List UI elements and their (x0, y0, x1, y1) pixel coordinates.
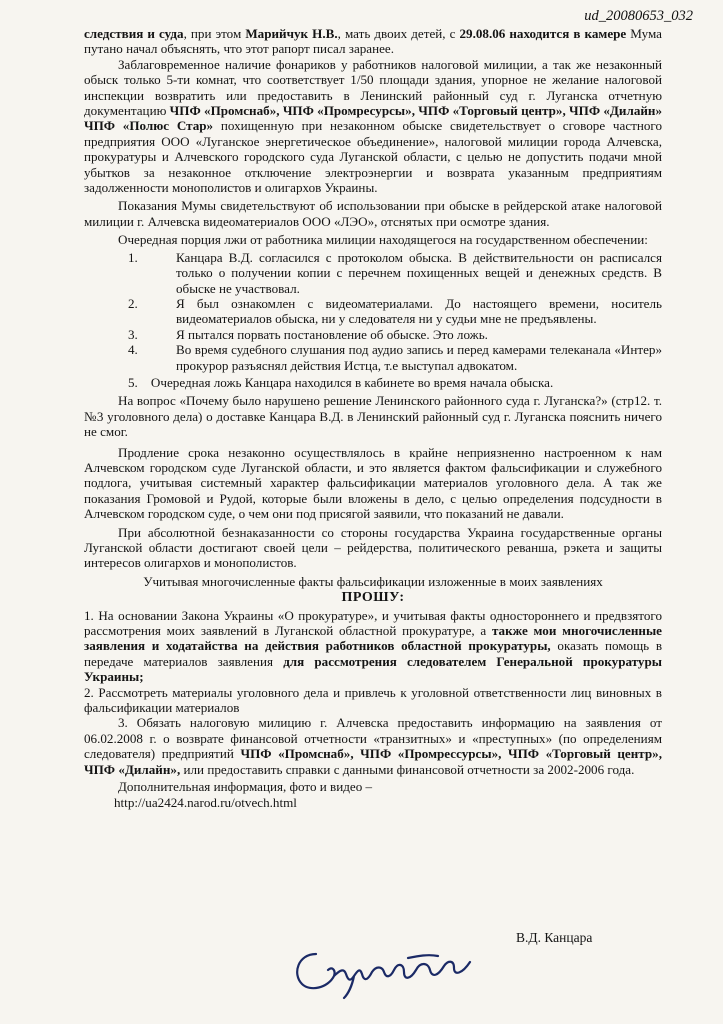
paragraph-2 (84, 57, 662, 196)
paragraph-5: На вопрос «Почему было нарушено решение Ленинского районного суда г. Луганска?» (стр12. т.№3 уголовного дела) о доставке Канцара В.Д. в Ленинский районный суд г. Луганска пояснить ничего не смог. (84, 393, 662, 440)
extra-info: Дополнительная информация, фото и видео – (118, 779, 373, 795)
list-item (84, 296, 662, 327)
p1-bold-5: 29.08.06 находится в камере (459, 26, 627, 41)
document-body (84, 26, 662, 810)
list-text: Я был ознакомлен с видеоматериалами. До настоящего времени, носитель видеоматериалов обыска, ни у следователя ни у судьи мне не предъявлены. (176, 295, 662, 327)
p2-text-1: Заблаговременное наличие фонариков у работников налоговой милиции, а так же незаконный обыск только 5-ти комнат, что соответствует 1/50 площади здания, упорное не желание налоговой инспекции возвратить или предоставить в Ленинский районный суд г. Луганска отчетную документацию (84, 56, 662, 119)
paragraph-7: При абсолютной безнаказанности со стороны государства Украина государственные органы Луганской области достигают своей цели – рейдерства, политического реванша, рэкета и защиты интересов олигархов и монополистов. (84, 524, 662, 571)
list-item (84, 250, 662, 296)
p1-text-6: Мума путано начал объяснять, что этот рапорт писал заранее. (84, 26, 662, 57)
document-id: ud_20080653_032 (584, 8, 693, 24)
p1-bold-3: Марийчук Н.В. (245, 26, 338, 41)
r1-text-1: 1. На основании Закона Украины «О прокуратуре», и учитывая факты одностороннего и предвзятого рассмотрения моих заявлений в Луганской областной прокуратуре, а (84, 607, 662, 639)
list-item-5 (84, 375, 662, 390)
list-text: Я пытался порвать постановление об обыске. Это ложь. (176, 326, 488, 342)
r3-bold-2: ЧПФ «Промснаб», ЧПФ «Промрессурсы», ЧПФ «Торговый центр», ЧПФ «Дилайн», (84, 746, 662, 777)
paragraph-1 (84, 26, 662, 57)
r1-bold-4: для рассмотрения следователем Генеральной прокуратуры Украины; (84, 653, 662, 685)
request-3 (84, 715, 662, 777)
r1-bold-2: также мои многочисленные заявления и ходатайства на действия работников областной прокуратуры, (84, 623, 662, 654)
p1-bold-1: следствия и суда (84, 26, 184, 41)
list-number: 2. (128, 295, 138, 311)
p2-bold-2: ЧПФ «Промснаб», ЧПФ «Промресурсы», ЧПФ «Торговый центр», ЧПФ «Дилайн» ЧПФ «Полюс Стар» (84, 103, 662, 134)
false-claims-list (84, 250, 662, 373)
list-number: 1. (128, 249, 138, 265)
r3-text-1: 3. Обязать налоговую милицию г. Алчевска предоставить информацию на заявления от 06.02.2008 г. о возврате финансовой отчетности «транзитных» и «преступных» (по определениям следователя) предприятий (84, 715, 662, 762)
paragraph-6: Продление срока незаконно осуществлялось в крайне неприязненно настроенном к нам Алчевском городском суде Луганской области, и это является фактом фальсификации и служебного подлога, учитывая системный характер фальсификации материалов уголовного дела. А так же показания Громовой и Рудой, которые были вложены в дело, с целью определения подсудности в Алчевском городском суде, о чем они под присягой заявили, что показаний не давали. (84, 444, 662, 522)
paragraph-3: Показания Мумы свидетельствуют об использовании при обыске в рейдерской атаке налоговой милиции г. Алчевска видеоматериалов ООО «ЛЭО», отснятых при осмотре здания. (84, 198, 662, 229)
info-link[interactable]: http://ua2424.narod.ru/otvech.html (114, 794, 297, 810)
r1-text-3: оказать помощь в передаче материалов заявления (84, 638, 663, 669)
request-1 (84, 608, 662, 685)
p1-text-4: , мать двоих детей, с (337, 26, 460, 41)
handwritten-signature-icon (288, 940, 498, 1000)
list-text: Канцара В.Д. согласился с протоколом обыска. В действительности он расписался только о получении копии с перечнем похищенных вещей и денежных средств. В обыске не участвовал. (176, 249, 662, 296)
r3-text-3: или предоставить справки с данными финансовой отчетности за 2002-2006 года. (180, 761, 635, 777)
list-item (84, 327, 662, 342)
paragraph-4: Очередная порция лжи от работника милиции находящегося на государственном обеспечении: (118, 232, 648, 248)
list-number: 4. (128, 342, 138, 358)
list-number: 5. (128, 374, 138, 390)
signature-name: В.Д. Канцара (516, 930, 593, 945)
list-item (84, 342, 662, 373)
list-number: 3. (128, 326, 138, 342)
list-text: Во время судебного слушания под аудио запись и перед камерами телеканала «Интер» прокурор разъяснял действия Истца, т.е выступал адвокатом. (176, 342, 662, 373)
paragraph-8: Учитывая многочисленные факты фальсификации изложенные в моих заявлениях (143, 573, 603, 589)
p1-text-2: , при этом (183, 26, 246, 41)
request-2: 2. Рассмотреть материалы уголовного дела и привлечь к уголовной ответственности лиц виновных в фальсификации материалов (84, 684, 662, 716)
p2-text-3: похищенную при незаконном обыске свидетельствует о сговоре частного предприятия ООО «Луганское энергетическое объединение», налоговой милиции города Алчевска, прокуратуры и Алчевского городского суда Луганской области, с целью не допустить подачи мной убытков за незаконное отключение электроэнергии и возврата указанным предприятиям задолженности монополистов и олигархов Украины. (84, 118, 663, 196)
request-heading: ПРОШУ: (341, 590, 405, 606)
list-text: Очередная ложь Канцара находился в кабинете во время начала обыска. (150, 374, 554, 390)
